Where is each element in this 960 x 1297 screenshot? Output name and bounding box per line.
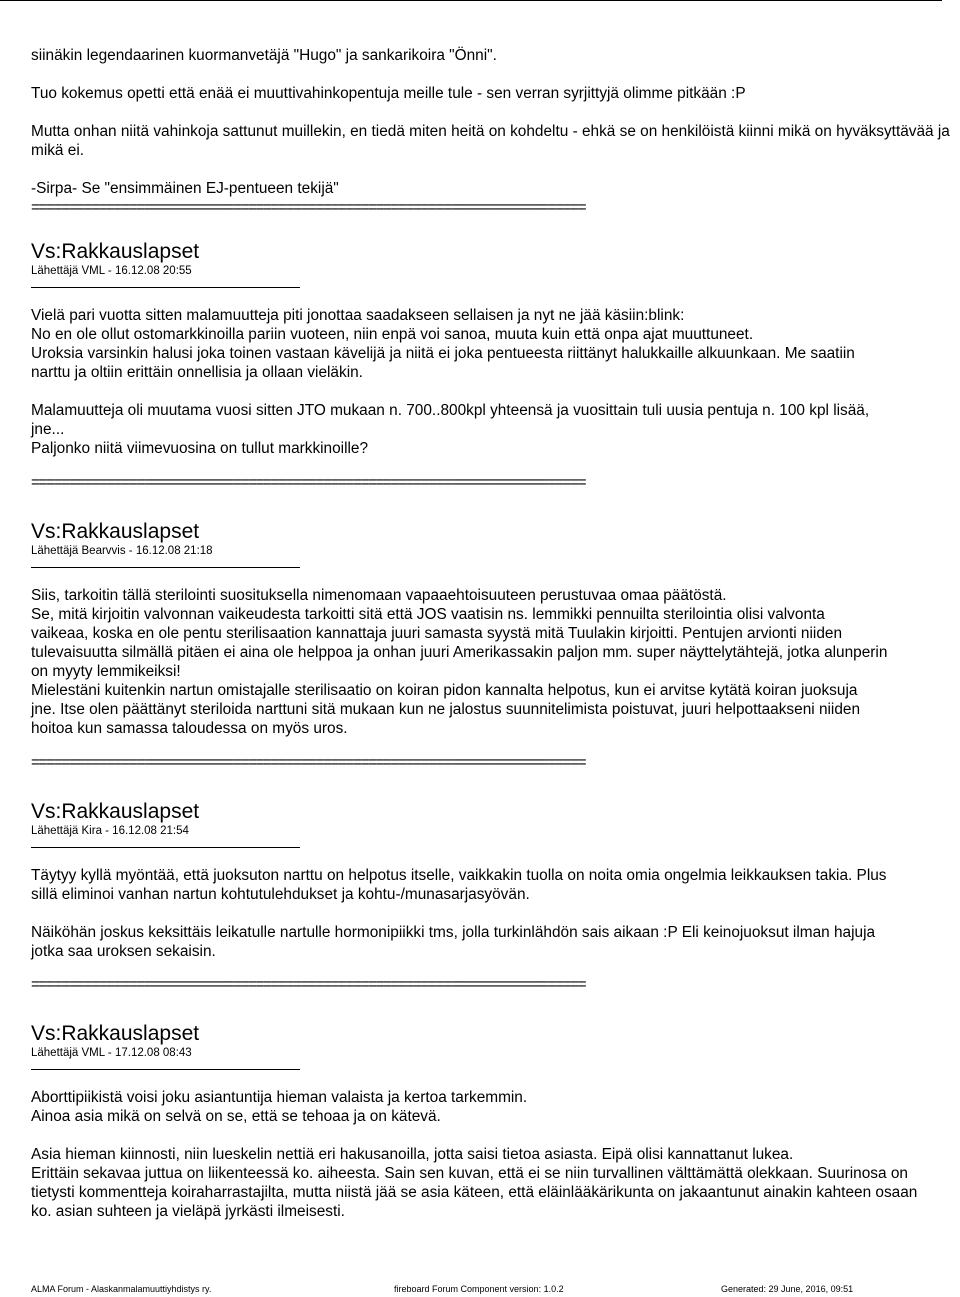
post-meta: Lähettäjä VML - 16.12.08 20:55 bbox=[31, 265, 192, 277]
text-line: vaikeaa, koska en ole pentu sterilisaation kannattaja juuri samasta syystä mitä Tuulakin kirjoitti. Pentujen arvionti niiden bbox=[31, 625, 843, 642]
post-divider bbox=[31, 287, 300, 288]
footer-generated-date: Generated: 29 June, 2016, 09:51 bbox=[721, 1284, 854, 1294]
blank-line bbox=[31, 65, 960, 84]
text-line: Täytyy kyllä myöntää, että juoksuton narttu on helpotus itselle, vaikkakin tuolla on noita omia ongelmia leikkauksen takia. Plus bbox=[31, 867, 887, 884]
text-line: hoitoa kun samassa taloudessa on myös uros. bbox=[31, 720, 348, 737]
post-meta: Lähettäjä VML - 17.12.08 08:43 bbox=[31, 1047, 192, 1059]
forum-thread-page bbox=[31, 46, 960, 1221]
footer-component-version: fireboard Forum Component version: 1.0.2 bbox=[394, 1284, 564, 1294]
page-footer bbox=[31, 1283, 931, 1295]
text-line: jotka saa uroksen sekaisin. bbox=[31, 943, 216, 960]
signature: -Sirpa- Se "ensimmäinen EJ-pentueen tekijä" bbox=[31, 180, 339, 197]
text-line: ko. asian suhteen ja vieläpä jyrkästi ilmeisesti. bbox=[31, 1203, 345, 1220]
text-line: Aborttipiikistä voisi joku asiantuntija hieman valaista ja kertoa tarkemmin. bbox=[31, 1089, 528, 1106]
post-divider bbox=[31, 847, 300, 848]
text-line: Tuo kokemus opetti että enää ei muuttivahinkopentuja meille tule - sen verran syrjittyjä olimme pitkään :P bbox=[31, 85, 746, 102]
text-line: Vielä pari vuotta sitten malamuutteja piti jonottaa saadakseen sellaisen ja nyt ne jää käsiin:blink: bbox=[31, 307, 685, 324]
text-line: Siis, tarkoitin tällä sterilointi suosituksella nimenomaan vapaaehtoisuuteen perustuvaa omaa päätöstä. bbox=[31, 587, 727, 604]
text-line: Mielestäni kuitenkin nartun omistajalle sterilisaatio on koiran pidon kannalta helpotus, kun ei arvitse kytätä koiran juoksuja bbox=[31, 682, 858, 699]
post-meta: Lähettäjä Kira - 16.12.08 21:54 bbox=[31, 825, 189, 837]
text-line: Se, mitä kirjoitin valvonnan vaikeudesta tarkoitti sitä että JOS vaatisin ns. lemmikki pennuilta sterilointia olisi valvonta bbox=[31, 606, 825, 623]
separator: ========================================================================== bbox=[31, 474, 586, 491]
text-line: jne. Itse olen päättänyt steriloida narttuni sitä mukaan kun ne jalostus suunnitelimista poistuvat, juuri helpottaakseni niiden bbox=[31, 701, 861, 718]
text-line: Uroksia varsinkin halusi joka toinen vastaan kävelijä ja niitä ei joka pentueesta riittänyt halukkaille alkuunkaan. Me saatiin bbox=[31, 345, 855, 362]
separator: ========================================================================== bbox=[31, 199, 586, 216]
text-line: sillä eliminoi vanhan nartun kohtutulehdukset ja kohtu-/munasarjasyövän. bbox=[31, 886, 530, 903]
post-title: Vs:Rakkauslapset bbox=[31, 520, 200, 543]
text-line: siinäkin legendaarinen kuormanvetäjä "Hugo" ja sankarikoira "Önni". bbox=[31, 47, 497, 64]
text-line: Mutta onhan niitä vahinkoja sattunut muillekin, en tiedä miten heitä on kohdeltu - ehkä se on henkilöistä kiinni mikä on hyväksyttävää ja bbox=[31, 123, 950, 140]
footer-site-name: ALMA Forum - Alaskanmalamuuttiyhdistys ry. bbox=[31, 1284, 212, 1294]
text-line: Erittäin sekavaa juttua on liikenteessä ko. aiheesta. Sain sen kuvan, että ei se niin turvallinen välttämättä olekkaan. Suurinosa on bbox=[31, 1165, 908, 1182]
post bbox=[31, 1022, 960, 1221]
text-line: on myyty lemmikeiksi! bbox=[31, 663, 181, 680]
text-line: tulevaisuutta silmällä pitäen ei aina ole helppoa ja onhan juuri Amerikassakin paljon mm. super näyttelytähtejä, jotka alunperin bbox=[31, 644, 888, 661]
text-line: narttu ja oltiin erittäin onnellisia ja ollaan vieläkin. bbox=[31, 364, 363, 381]
separator: ========================================================================== bbox=[31, 754, 586, 771]
text-line: Näiköhän joskus keksittäis leikatulle nartulle hormonipiikki tms, jolla turkinlähdön sais aikaan :P Eli keinojuoksut ilman hajuja bbox=[31, 924, 876, 941]
post-title: Vs:Rakkauslapset bbox=[31, 800, 200, 823]
top-rule bbox=[0, 0, 942, 1]
text-line: No en ole ollut ostomarkkinoilla pariin vuoteen, niin enpä voi sanoa, muuta kuin että onpa ajat muuttuneet. bbox=[31, 326, 754, 343]
intro-message bbox=[31, 46, 960, 217]
post-divider bbox=[31, 1069, 300, 1070]
blank-line bbox=[31, 382, 960, 401]
blank-line bbox=[31, 904, 960, 923]
text-line: mikä ei. bbox=[31, 142, 85, 159]
separator: ========================================================================== bbox=[31, 976, 586, 993]
post bbox=[31, 240, 960, 492]
blank-line bbox=[31, 1126, 960, 1145]
blank-line bbox=[31, 160, 960, 179]
blank-line bbox=[31, 103, 960, 122]
post-divider bbox=[31, 567, 300, 568]
text-line: Paljonko niitä viimevuosina on tullut markkinoille? bbox=[31, 440, 369, 457]
text-line: tietysti kommentteja koiraharrastajilta, mutta niistä jää se asia käteen, että eläinlääkärikunta on jakaantunut ainakin kahteen osaan bbox=[31, 1184, 918, 1201]
text-line: Malamuutteja oli muutama vuosi sitten JTO mukaan n. 700..800kpl yhteensä ja vuosittain tuli uusia pentuja n. 100 kpl lisää, bbox=[31, 402, 870, 419]
text-line: Ainoa asia mikä on selvä on se, että se tehoaa ja on kätevä. bbox=[31, 1108, 441, 1125]
text-line: Asia hieman kiinnosti, niin lueskelin nettiä eri hakusanoilla, jotta saisi tietoa asiasta. Eipä olisi kannattanut lukea. bbox=[31, 1146, 794, 1163]
text-line: jne... bbox=[31, 421, 65, 438]
post bbox=[31, 800, 960, 994]
post-title: Vs:Rakkauslapset bbox=[31, 1022, 200, 1045]
post-meta: Lähettäjä Bearvvis - 16.12.08 21:18 bbox=[31, 545, 213, 557]
post bbox=[31, 520, 960, 772]
post-title: Vs:Rakkauslapset bbox=[31, 240, 200, 263]
